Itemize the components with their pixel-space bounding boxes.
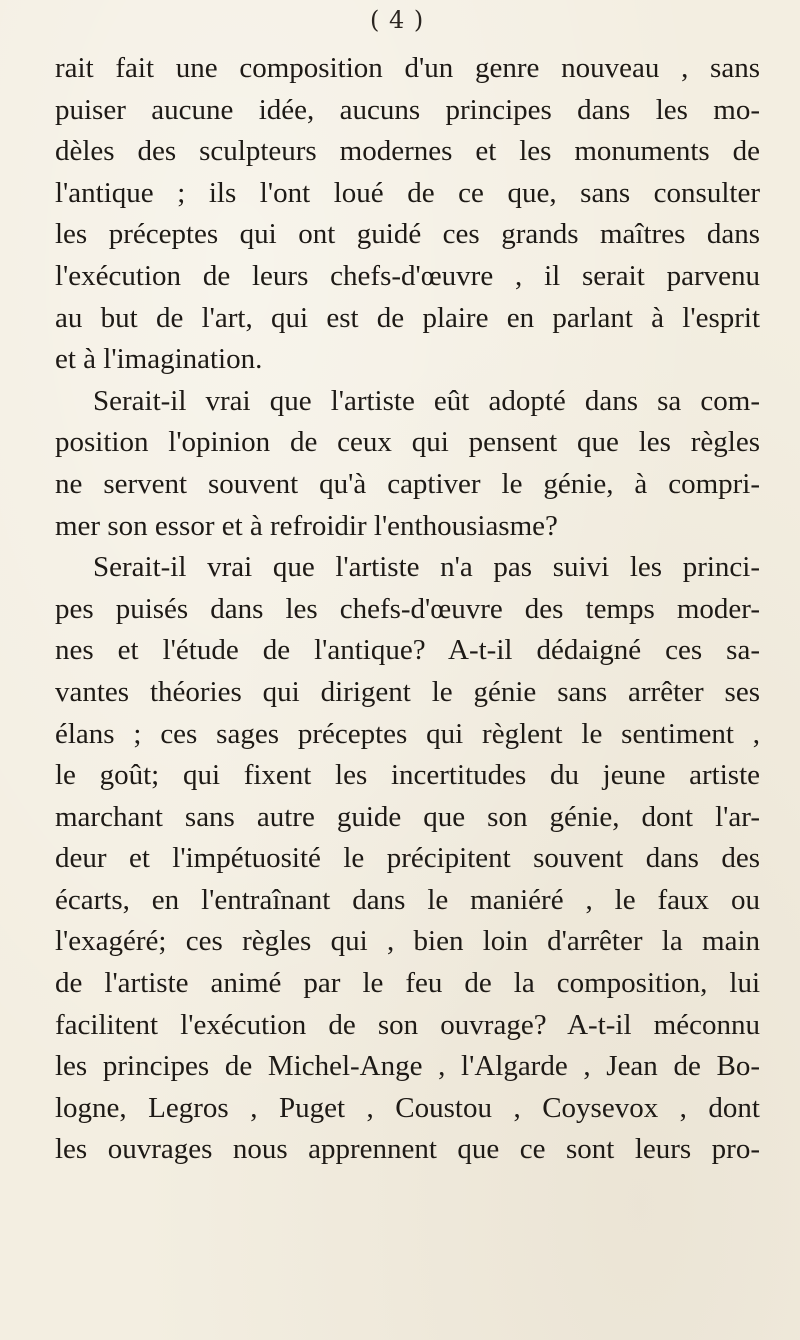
text-line: Serait-il vrai que l'artiste n'a pas suivi les princi- xyxy=(93,551,760,584)
text-line: le goût; qui fixent les incertitudes du jeune artiste xyxy=(55,759,760,792)
text-line: de l'artiste animé par le feu de la composition, lui xyxy=(55,967,760,1000)
text-line: pes puisés dans les chefs-d'œuvre des temps moder- xyxy=(55,592,760,625)
page-number: ( 4 ) xyxy=(370,6,425,34)
text-line: Serait-il vrai que l'artiste eût adopté dans sa com- xyxy=(93,384,760,417)
text-line: l'antique ; ils l'ont loué de ce que, sans consulter xyxy=(55,176,760,209)
text-line: au but de l'art, qui est de plaire en parlant à l'esprit xyxy=(55,301,760,334)
text-line: élans ; ces sages préceptes qui règlent le sentiment , xyxy=(55,717,760,750)
text-line: logne, Legros , Puget , Coustou , Coysevox , dont xyxy=(55,1091,760,1124)
text-line: et à l'imagination. xyxy=(55,343,263,376)
body-text xyxy=(55,48,760,1171)
text-line: les préceptes qui ont guidé ces grands maîtres dans xyxy=(55,218,760,251)
text-line: position l'opinion de ceux qui pensent que les règles xyxy=(55,426,760,459)
text-line: vantes théories qui dirigent le génie sans arrêter ses xyxy=(55,675,760,708)
text-line: l'exagéré; ces règles qui , bien loin d'arrêter la main xyxy=(55,925,760,958)
text-line: marchant sans autre guide que son génie, dont l'ar- xyxy=(55,800,760,833)
text-line: mer son essor et à refroidir l'enthousiasme? xyxy=(55,509,558,542)
text-line: facilitent l'exécution de son ouvrage? A-t-il méconnu xyxy=(55,1008,760,1041)
text-line: les ouvrages nous apprennent que ce sont leurs pro- xyxy=(55,1133,760,1166)
text-line: deur et l'impétuosité le précipitent souvent dans des xyxy=(55,842,760,875)
text-line: puiser aucune idée, aucuns principes dans les mo- xyxy=(55,93,760,126)
text-line: rait fait une composition d'un genre nouveau , sans xyxy=(55,52,760,84)
text-line: les principes de Michel-Ange , l'Algarde , Jean de Bo- xyxy=(55,1050,760,1083)
text-line: dèles des sculpteurs modernes et les monuments de xyxy=(55,135,760,168)
text-line: nes et l'étude de l'antique? A-t-il dédaigné ces sa- xyxy=(55,634,760,667)
text-line: ne servent souvent qu'à captiver le génie, à compri- xyxy=(55,467,760,500)
text-line: l'exécution de leurs chefs-d'œuvre , il serait parvenu xyxy=(55,259,760,292)
text-line: écarts, en l'entraînant dans le maniéré , le faux ou xyxy=(55,883,760,916)
